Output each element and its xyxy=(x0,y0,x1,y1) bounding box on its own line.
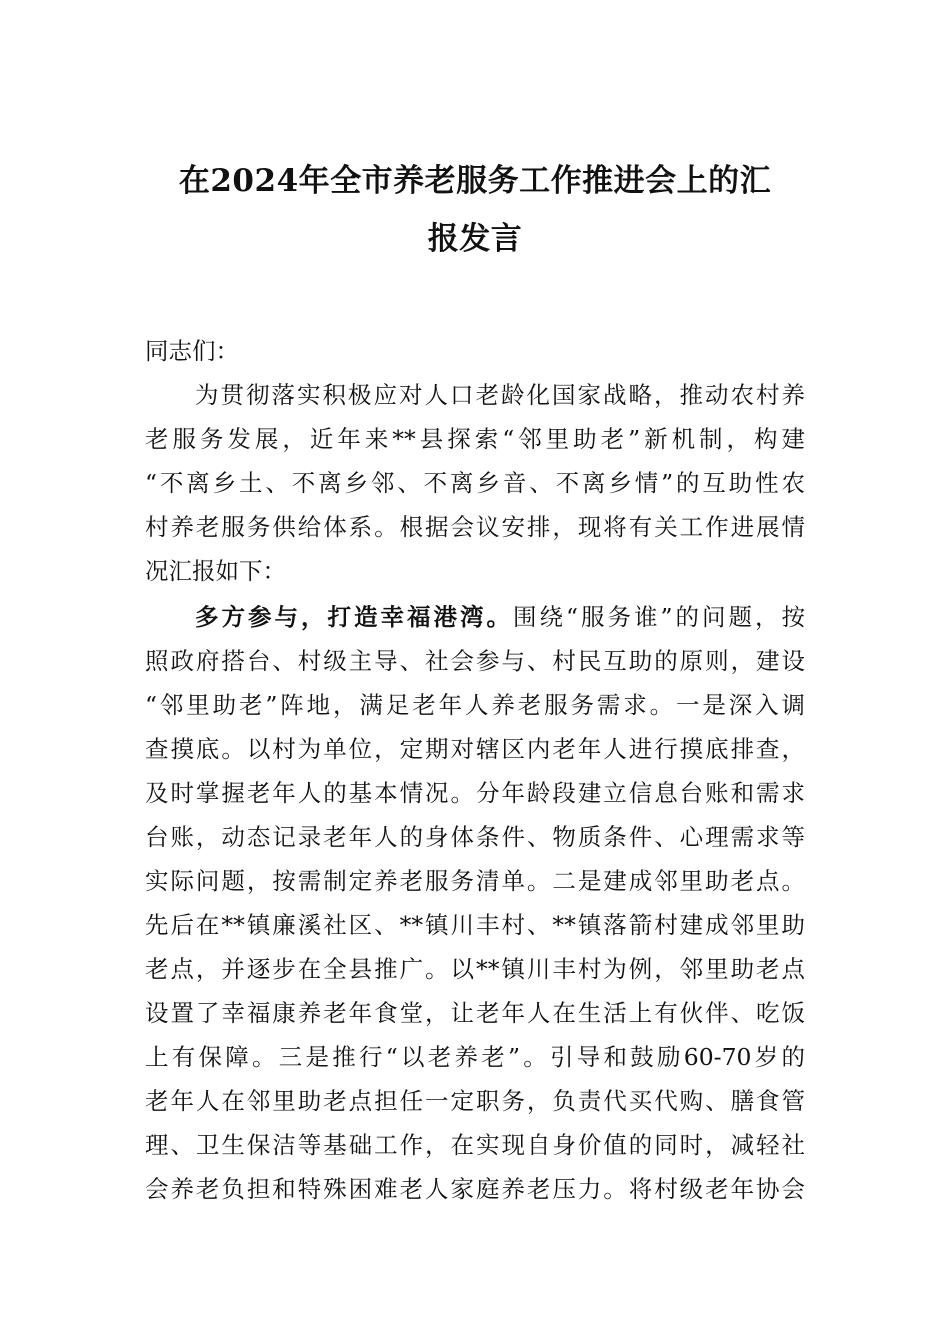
section-1-heading: 多方参与，打造幸福港湾。 xyxy=(195,603,513,631)
section-1-first-line-text: 围绕“服务谁”的问题，按 xyxy=(512,603,805,631)
intro-line: 况汇报如下： xyxy=(145,557,286,585)
section-1-first-line xyxy=(145,602,805,632)
section-1-line: 查摸底。以村为单位，定期对辖区内老年人进行摸底排查， xyxy=(145,735,805,763)
section-1-line: 老点，并逐步在全县推广。以**镇川丰村为例，邻里助老点 xyxy=(145,955,805,983)
intro-line: 老服务发展，近年来**县探索“邻里助老”新机制，构建 xyxy=(145,425,805,453)
section-1-line: 会养老负担和特殊困难老人家庭养老压力。将村级老年协会 xyxy=(145,1175,805,1203)
section-1-line: 照政府搭台、村级主导、社会参与、村民互助的原则，建设 xyxy=(145,647,805,675)
section-1-line: 理、卫生保洁等基础工作，在实现自身价值的同时，减轻社 xyxy=(145,1131,805,1159)
salutation: 同志们： xyxy=(145,337,239,365)
section-1-line: 老年人在邻里助老点担任一定职务，负责代买代购、膳食管 xyxy=(145,1087,805,1115)
section-1-line: 上有保障。三是推行“以老养老”。引导和鼓励60-70岁的 xyxy=(145,1043,805,1071)
section-1-line: 台账，动态记录老年人的身体条件、物质条件、心理需求等 xyxy=(145,823,805,851)
intro-line: 为贯彻落实积极应对人口老龄化国家战略，推动农村养 xyxy=(195,381,805,409)
intro-line: “不离乡土、不离乡邻、不离乡音、不离乡情”的互助性农 xyxy=(145,469,805,497)
section-1-line: 实际问题，按需制定养老服务清单。二是建成邻里助老点。 xyxy=(145,867,805,895)
title-line-1: 在2024年全市养老服务工作推进会上的汇 xyxy=(178,163,772,199)
intro-line: 村养老服务供给体系。根据会议安排，现将有关工作进展情 xyxy=(145,513,805,541)
section-1-line: 设置了幸福康养老年食堂，让老年人在生活上有伙伴、吃饭 xyxy=(145,999,805,1027)
title-line-2: 报发言 xyxy=(427,221,523,257)
section-1-line: 及时掌握老年人的基本情况。分年龄段建立信息台账和需求 xyxy=(145,779,805,807)
section-1-line: “邻里助老”阵地，满足老年人养老服务需求。一是深入调 xyxy=(145,691,805,719)
document-title xyxy=(145,152,805,268)
section-1-line: 先后在**镇廉溪社区、**镇川丰村、**镇落箭村建成邻里助 xyxy=(145,911,805,939)
